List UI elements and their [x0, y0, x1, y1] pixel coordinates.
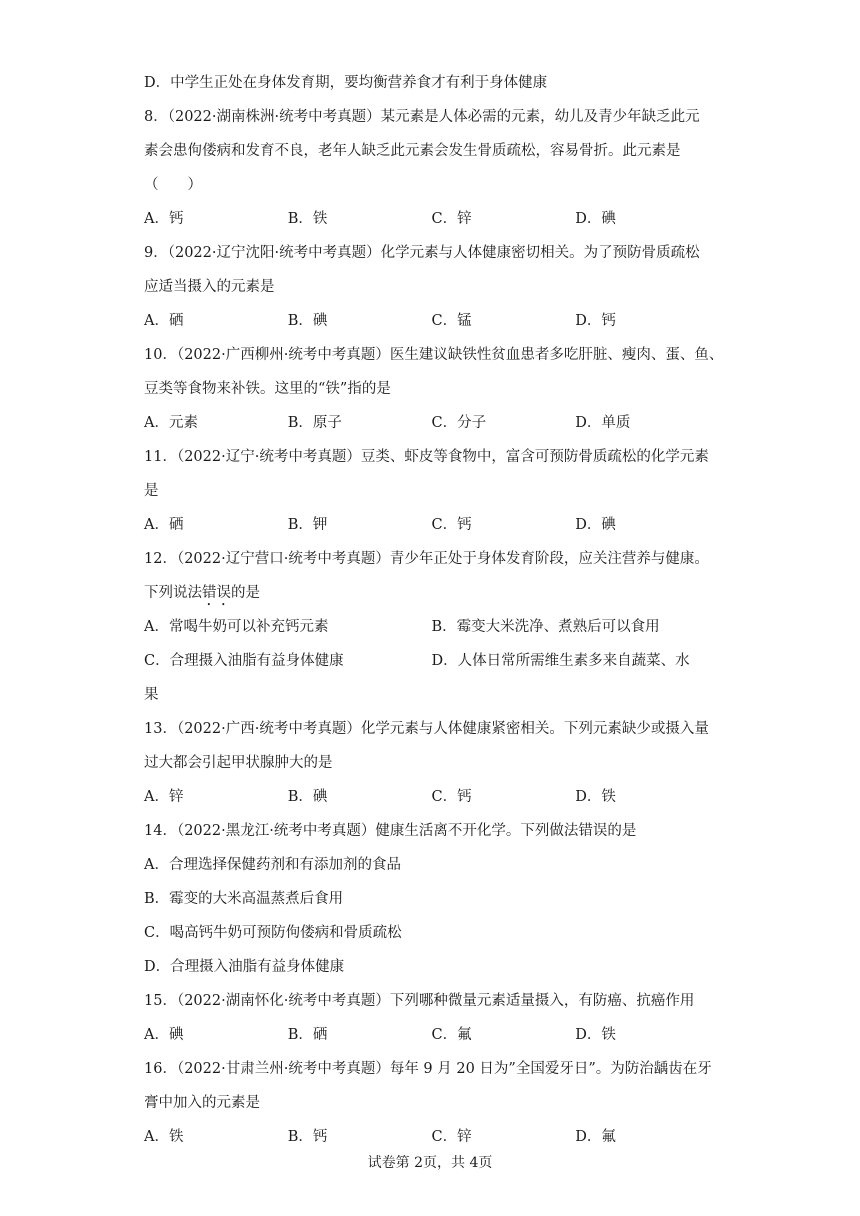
question-12 [144, 542, 719, 712]
option-b: B．碘 [287, 313, 328, 329]
options-row [144, 610, 719, 644]
option-c: C．钙 [431, 517, 472, 533]
question-text: 应适当摄入的元素是 [144, 279, 275, 295]
page-footer: 试卷第 2页，共 4页 [367, 1155, 493, 1171]
option-a: A．硒 [144, 313, 184, 329]
question-text: 15．（2022·湖南怀化·统考中考真题）下列哪种微量元素适量摄入，有防癌、抗癌作用 [144, 993, 695, 1009]
question-text: 膏中加入的元素是 [144, 1095, 260, 1111]
question-text: 过大都会引起甲状腺肿大的是 [144, 755, 333, 771]
question-text-part: 下列说法 [144, 585, 202, 601]
option-d: D．碘 [575, 211, 616, 227]
option-a: A．元素 [144, 415, 198, 431]
option-a: A．合理选择保健药剂和有添加剂的食品 [144, 857, 401, 873]
option-c: C．锌 [431, 1129, 472, 1145]
option-a: A．碘 [144, 1027, 184, 1043]
question-15 [144, 984, 719, 1052]
question-text: 12．（2022·辽宁营口·统考中考真题）青少年正处于身体发育阶段，应关注营养与健康。 [144, 551, 709, 567]
option-c: C．合理摄入油脂有益身体健康 [144, 653, 344, 669]
question-text: 素会患佝偻病和发育不良，老年人缺乏此元素会发生骨质疏松，容易骨折。此元素是 [144, 143, 681, 159]
question-10 [144, 338, 724, 440]
options-row [144, 644, 719, 678]
option-c: C．钙 [431, 789, 472, 805]
option-wrap: 果 [144, 687, 159, 703]
page-content [144, 66, 724, 1154]
option-b: B．硒 [287, 1027, 328, 1043]
question-text: 9．（2022·辽宁沈阳·统考中考真题）化学元素与人体健康密切相关。为了预防骨质疏松 [144, 245, 700, 261]
option-d: D．碘 [575, 517, 616, 533]
option-a: A．铁 [144, 1129, 184, 1145]
option-a: A．锌 [144, 789, 184, 805]
question-text: （ ） [144, 177, 202, 193]
question-16 [144, 1052, 719, 1154]
question-13 [144, 712, 719, 814]
question-8 [144, 100, 719, 236]
option-d: D．铁 [575, 789, 616, 805]
option-d: D．合理摄入油脂有益身体健康 [144, 959, 345, 975]
option-b: B．原子 [287, 415, 342, 431]
options-row [144, 1018, 719, 1052]
question-text: 是 [144, 483, 159, 499]
option-c: C．喝高钙牛奶可预防佝偻病和骨质疏松 [144, 925, 402, 941]
option-d: D．铁 [575, 1027, 616, 1043]
option-d: D．单质 [575, 415, 631, 431]
option-d: D．氟 [575, 1129, 616, 1145]
options-row [144, 406, 719, 440]
option-b: B．霉变的大米高温蒸煮后食用 [144, 891, 344, 907]
question-text: 11．（2022·辽宁·统考中考真题）豆类、虾皮等食物中，富含可预防骨质疏松的化学元素 [144, 449, 709, 465]
option-a: A．钙 [144, 211, 184, 227]
question-text [144, 576, 719, 610]
option-b: B．铁 [287, 211, 328, 227]
question-text: 16．（2022·甘肃兰州·统考中考真题）每年 9 月 20 日为”全国爱牙日”。为防治龋齿在牙 [144, 1061, 712, 1077]
options-row [144, 1120, 719, 1154]
option-c: C．锌 [431, 211, 472, 227]
options-row [144, 508, 719, 542]
option-b: B．霉变大米洗净、煮熟后可以食用 [431, 619, 660, 635]
continued-option: D．中学生正处在身体发育期，要均衡营养食才有利于身体健康 [144, 75, 548, 91]
option-c: C．氟 [431, 1027, 472, 1043]
options-row [144, 202, 719, 236]
option-b: B．钙 [287, 1129, 328, 1145]
question-text: 豆类等食物来补铁。这里的“铁”指的是 [144, 381, 391, 397]
options-row [144, 304, 719, 338]
option-b: B．钾 [287, 517, 328, 533]
option-c: C．锰 [431, 313, 472, 329]
option-b: B．碘 [287, 789, 328, 805]
option-a: A．常喝牛奶可以补充钙元素 [144, 619, 329, 635]
options-row [144, 780, 719, 814]
question-text: 13．（2022·广西·统考中考真题）化学元素与人体健康紧密相关。下列元素缺少或摄入量 [144, 721, 709, 737]
question-text: 10．（2022·广西柳州·统考中考真题）医生建议缺铁性贫血患者多吃肝脏、瘦肉、蛋、鱼、 [144, 347, 724, 363]
question-text: 8．（2022·湖南株洲·统考中考真题）某元素是人体必需的元素，幼儿及青少年缺乏此元 [144, 109, 700, 125]
question-text-part: 的是 [231, 585, 260, 601]
question-text: 14．（2022·黑龙江·统考中考真题）健康生活离不开化学。下列做法错误的是 [144, 823, 637, 839]
option-c: C．分子 [431, 415, 487, 431]
option-a: A．硒 [144, 517, 184, 533]
question-9 [144, 236, 719, 338]
emphasized-word: 错误 [202, 585, 231, 601]
option-d: D．钙 [575, 313, 616, 329]
option-d: D．人体日常所需维生素多来自蔬菜、水 [431, 653, 690, 669]
question-11 [144, 440, 719, 542]
question-14 [144, 814, 719, 984]
